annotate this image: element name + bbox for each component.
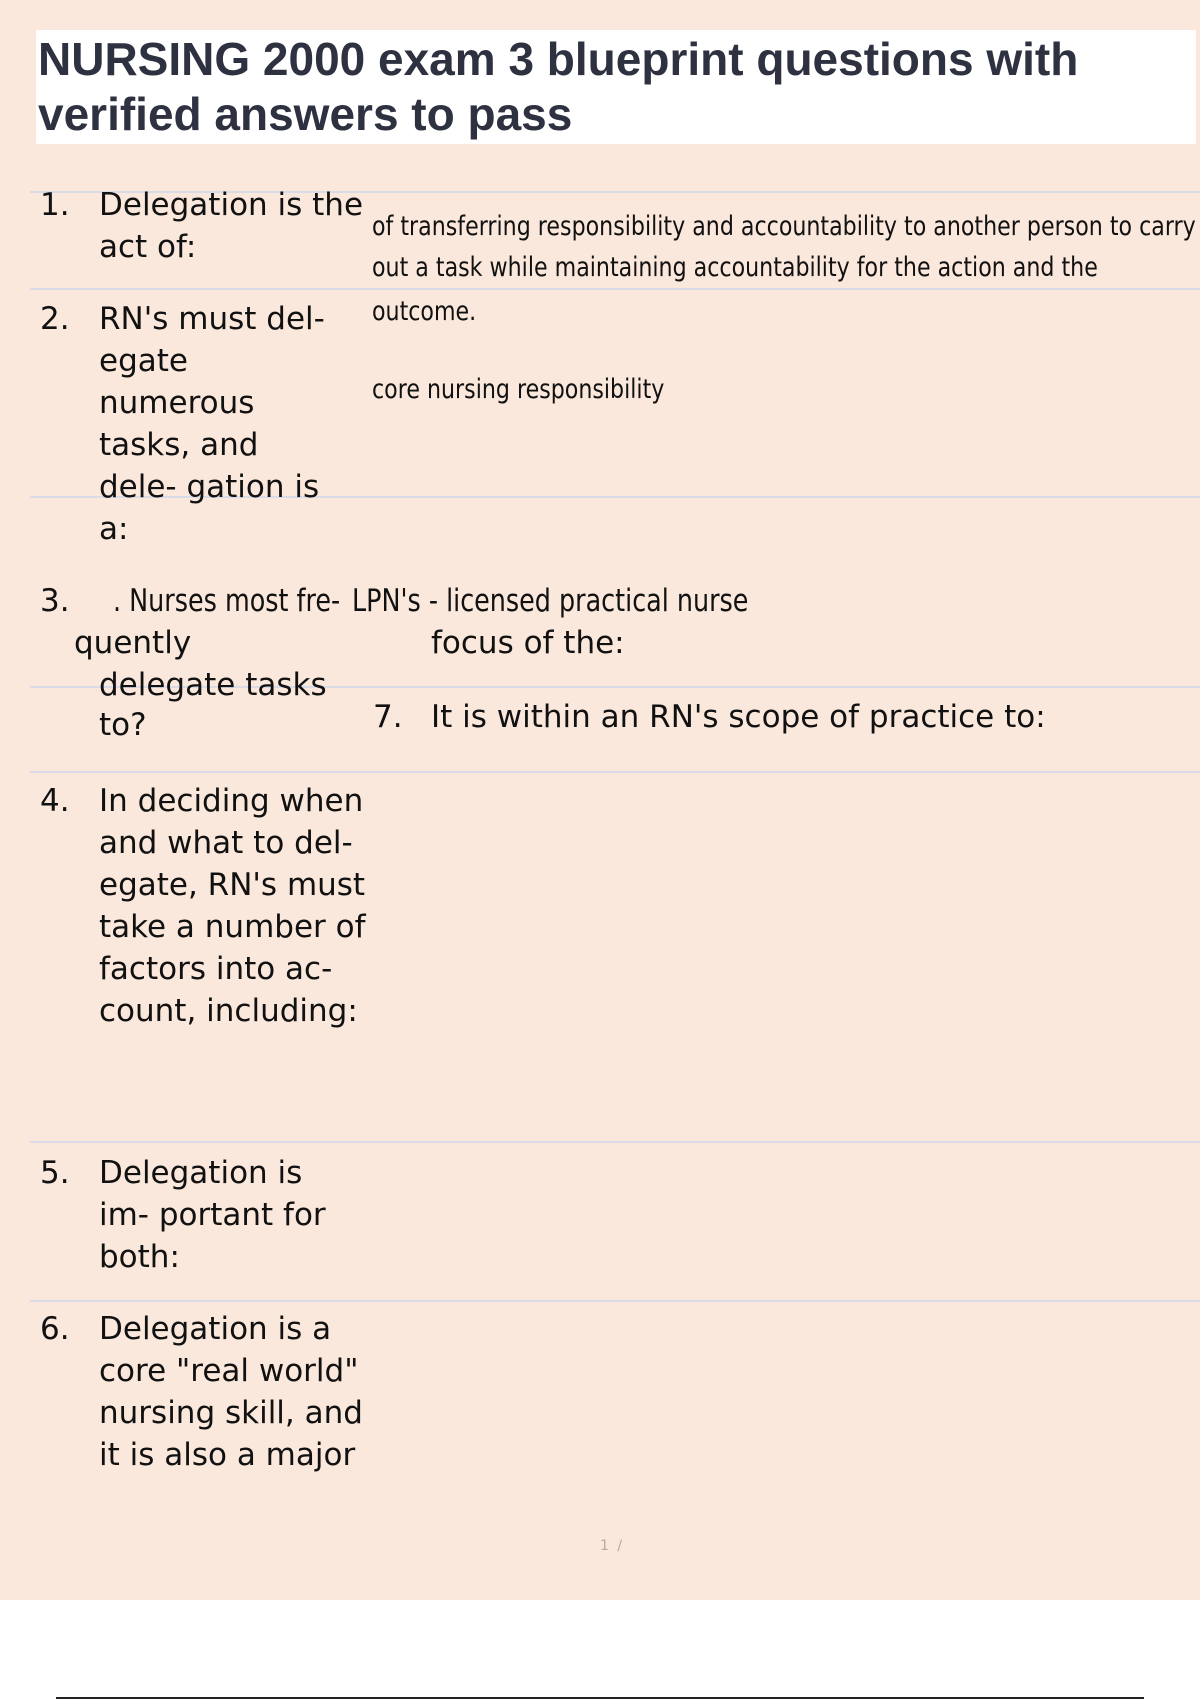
question-number: 2.: [40, 301, 70, 337]
question-number: 1.: [40, 187, 70, 223]
question-number: 5.: [40, 1155, 70, 1191]
row-divider: [30, 1300, 1200, 1302]
question-6-text-continued: focus of the:: [431, 625, 625, 661]
question-7: [373, 696, 1046, 738]
answer-1-line-1: of transferring responsibility and accountability to another person to carry: [372, 211, 1196, 242]
question-text: Delegation is a core "real world" nursing skill, and it is also a major: [99, 1311, 363, 1473]
answer-3: LPN's - licensed practical nurse: [352, 583, 749, 619]
question-number: 7.: [373, 699, 403, 735]
question-3: [40, 580, 836, 622]
question-3-text-continued: delegate tasks: [99, 667, 327, 703]
question-3-text-continued: quently: [74, 625, 192, 661]
answer-1-line-3: outcome.: [372, 296, 477, 327]
question-text: RN's must del- egate numerous tasks, and dele- gation is a:: [99, 301, 325, 547]
question-text: It is within an RN's scope of practice to:: [431, 699, 1046, 735]
question-number: 6.: [40, 1311, 70, 1347]
question-text: In deciding when and what to del- egate, RN's must take a number of factors into ac- count, including:: [99, 783, 366, 1029]
question-number: 3.: [40, 583, 70, 619]
footer-rule: [56, 1697, 1144, 1699]
page-number: 1 /: [600, 1538, 625, 1554]
question-3-text-start: . Nurses most fre-: [113, 583, 341, 619]
question-text: Delegation is the act of:: [99, 187, 364, 265]
row-divider: [30, 1141, 1200, 1143]
document-title: NURSING 2000 exam 3 blueprint questions with verified answers to pass: [38, 33, 1079, 140]
row-divider: [30, 771, 1200, 773]
question-3-text-continued: to?: [99, 707, 147, 743]
question-number: 4.: [40, 783, 70, 819]
question-text: Delegation is im- portant for both:: [99, 1155, 326, 1275]
answer-2: core nursing responsibility: [372, 374, 665, 405]
answer-1-line-2: out a task while maintaining accountability for the action and the: [372, 252, 1098, 283]
